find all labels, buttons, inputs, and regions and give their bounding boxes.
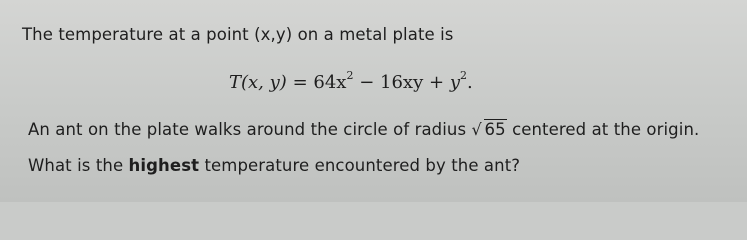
line2-text-before: An ant on the plate walks around the circle of radius [28,120,472,139]
problem-statement-line-1: The temperature at a point (x,y) on a metal plate is [22,25,454,44]
formula-term1: $64x^2$ [313,69,354,93]
problem-statement-line-2 [28,119,699,139]
radicand: 65 [484,120,506,139]
temperature-formula [229,69,473,93]
formula-equals: = [292,72,308,93]
question-line [28,156,520,175]
question-emphasis: highest [128,156,200,175]
formula-term3: $y^2$ [449,69,467,93]
formula-period: . [466,72,473,93]
formula-plus: + [428,72,445,93]
question-text-after: temperature encountered by the ant? [199,156,521,175]
formula-term2: 16xy [380,72,424,93]
formula-minus: − [359,72,375,93]
square-root-expression: √ 65 [471,120,506,139]
formula-lhs: T(x, y) [229,72,287,93]
question-text-before: What is the [28,156,129,175]
line2-text-after: centered at the origin. [506,120,700,139]
